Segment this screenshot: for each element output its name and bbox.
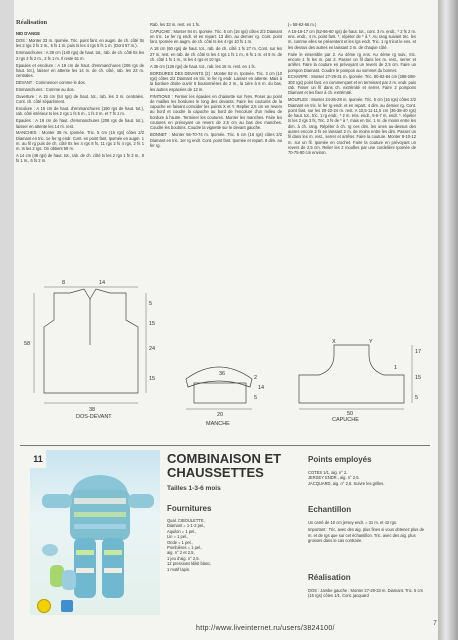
instructions-column-1 (16, 20, 144, 165)
dim-label: 24 (149, 346, 156, 352)
paragraph: A 14 cm (48 rgs) de haut. tot., rab. de ch. côté ts les 2 rgs 1 fs 3 m., 8 fs 1 m., 6 fs 2 m. (16, 153, 144, 164)
dim-label: 36 (219, 371, 226, 377)
realisation-heading-2: Réalisation (308, 573, 351, 582)
paragraph: ECHARPE : Monter 27-29-31 m. Ipomée. Tric. 80-82-84 cm (288-298-302 rgs) point fant. en commençant et en terminant par 2 m. endr. puis rab. Fisser un fil dans ch. extrémité et serrer. Faire 2 pompons Diamant et les fixer à ch. extrémité. (288, 74, 416, 96)
instructions-column-3 (288, 22, 416, 157)
realisation-heading: Réalisation (16, 19, 48, 26)
dim-label: 38 (89, 407, 96, 413)
paragraph: (= 58-62-66 m.) (288, 22, 317, 27)
paragraph: Encolure : A 15 cm de haut. d'emmanchures (190 rgs de haut. tot.), rab. côté intérieur ts les 2 rgs 1 fs 5 m., 1 fs 2 m. et 7 fs 1 m. (16, 106, 144, 117)
yarn-brand-icon (61, 600, 73, 612)
pattern-diagrams (14, 275, 438, 445)
product-photo (30, 450, 160, 615)
paragraph: DOS : Jambe gauche : Monter 27-29-33 m. Diamant. Tric. 5 cm (16 rgs) côtes 1/1. Cont. jacquard (308, 588, 423, 599)
dim-label: 15 (149, 321, 156, 327)
list-item: JACQUARD, aig. n° 2,5. Suivre les grilles. (308, 480, 385, 486)
dim-label: 5 (254, 395, 258, 401)
paragraph: FINITIONS : Fermer les épaules en chainette sur l'env. Poser au point de mailles les bordures le long des devants. Faire les coutures de la capuche en faisant coïncider les points X et Y. Replier 2,5 cm en revers au bord et coudre la capuche au bord de l'encolure d'un milieu de bordure à l'autre. Terminer les coutures. Monter les manches. Faire les coutures en prévoyant un revers de 2,5 cm au bas des manches. Coudre les boutons. Coudre la vignette sur le devant gauche. (150, 93, 282, 131)
dim-label: 8 (62, 280, 66, 286)
paragraph: NID D'ANGE (16, 31, 40, 37)
list-item: 12 pressions klikit blanc, (167, 561, 212, 567)
paragraph: Important : Tric. avec des aig. plus fines si vous obtenez plus de m. et de rgs que sur cet échantillon. Tric. avec des aig. plus grosses dans le cas contraire. (308, 527, 425, 544)
dos-devant-outline (44, 289, 138, 393)
points-heading: Points employés (308, 455, 372, 464)
smiley-icon (37, 599, 51, 613)
paragraph: BORDURES DES DEVANTS (2) : Monter 82 m. Ipomée. Tric. 3 cm (10 rgs) côtes 2/2 Diamant en tric. le fer rg endr. Laisser en attente. Mais à la bordure droite ouvrir 6 boutonnières de 2 m., la 1ère à 6 m. du bas, les autres espacées de 12 m. (150, 70, 282, 92)
list-item: Pombières = 1 pel., (167, 545, 203, 551)
paragraph: MOUFLES : Monter 24-26-28 m. Ipomée. Tric. 5 cm (16 rgs) côtes 2/2 Diamant en tric. le fer rg endr. et en repart. 4 dim. au dernier rg. Cont. point fant. sur les 20-22-24 m. rest. A 10,5-11-11,5 cm (36-38-40 rgs) de haut. tot., tric. 1 rg endr., * 2 m. ens. endr., 5-6-7 m. endr. *. répéter ts les 2 rgs 3 fs, Tric. 2 fs de * à *, mais en tric. 1 m. de moins entre les dim. à ch. rang. Répéter à ch. rg ces dim. les unes au-dessus des autres encore 2 fs en laissant 2 m. de moins entre les dim. Passer un fil dans les m. rest., serrer et arrêter. Faire la couture. Monter 8-10-12 m. sur un fil. Ipomée en crochet. Faire la couture en prévoyant un revers de 2,5 cm. Relier les 2 moufles par une cordelière Ipomée de 70-75-80 cm environ. (288, 97, 416, 156)
instructions-column-2 (150, 22, 282, 150)
capuche-outline (299, 345, 404, 403)
dim-label: 1 (394, 365, 398, 371)
fournitures-list (167, 518, 287, 572)
list-item: aig. n° 2 et 2,5, (167, 550, 195, 556)
points-list (308, 470, 426, 486)
paragraph: Epaules : A 19 cm de haut. d'emmanchures (208 rgs de haut. tot.), laisser en attente les 14 m. rest. (16, 118, 144, 129)
dim-label: 15 (149, 376, 156, 382)
echantillon-heading: Echantillon (308, 505, 352, 514)
dim-label: 14 (99, 280, 106, 286)
paragraph: Emmanchures : Comme au dos. (16, 86, 75, 92)
list-item: Qual. CIBOULETTE, (167, 518, 205, 523)
paragraph: Rab. les 33 m. rest. en 1 fs. (150, 22, 201, 27)
paragraph: BONNET : Monter 56-70-74 m. Ipomée. Tric. 5 cm (16 rgs) côtes 2/2 Diamant en tric. 1er rg endr. Cont. point fant. Ipomée et repart. 8 dim. au fer rg. (150, 132, 282, 148)
paragraph: Un carré de 10 cm jersey endr. = 31 m. et 42 rgs. (308, 520, 398, 525)
echantillon-text (308, 520, 426, 544)
dim-label: 2 (254, 375, 258, 381)
capuche-label: CAPUCHE (332, 417, 359, 423)
paragraph: A 15-16-17 cm (52-56-60 rgs) de haut. tot., cont. 3 m. endr., * 2 fs 2 m. ens. endr., 4 m. point fant. *, répéter de * à *. Au rang suivant tric. les m. comme elles se présentent et les rgs endr. Tric. 1 rg tricot le ens. et les dessus des autres en laissant 2 m. de chaque côté. (288, 28, 416, 50)
section-divider (20, 445, 430, 446)
list-item: COTES 1/1, aig. n° 2. (308, 470, 348, 475)
article-title: COMBINAISON ET CHAUSSETTES (167, 451, 282, 480)
list-item: Aquilon = 1 pel., (167, 528, 197, 534)
manche-outline (186, 367, 252, 387)
paragraph: DOS : Monter 33 m. Ipomée. Tric. point fant. en augm. de ch. côté tts les 2 rgs 2 fs 2 m., 6 fs 1 m. puis ts les 4 rgs 5 fs 1 m. (Dont 57 m.). (16, 38, 144, 49)
list-item: Onde = 1 pel., (167, 539, 193, 545)
fournitures-heading: Fournitures (167, 504, 212, 513)
dim-label: 58 (24, 341, 31, 347)
paragraph: Epaules et encolure : A 19 cm de haut. d'emmanchures (208 rgs de haut. tot.), laisser en attente les 14 m. de ch. côté, rab. les 23 m. centrales. (16, 62, 144, 79)
paragraph: Emmanchures : A 39 cm (140 rgs) de haut. tot., rab. de ch. côté tts les 2 rgs 2 fs 2 m., 2 fs 1 m. Il reste 51 m. (16, 50, 144, 61)
difficulty-icons (37, 597, 79, 615)
page-number: 7 (433, 620, 437, 627)
list-item: Diamant = 1-1-2 pel., (167, 523, 206, 529)
paragraph: MANCHES : Monter 38 m. Ipomée. Tric. 5 cm (16 rgs) côtes 2/2 Diamant en tric. 1e fer rg endr. Cont. en point fant. Ipomée en augm. 1 m. au fil rg puis de ch. côté tts les 4 rgs 8 fs, 11 rgs 2 fs 4 rgs, 2 fs 1 m. ts les 2 rgs. On obtient 59 m. (16, 130, 144, 152)
paragraph: DEVANT : Commencer comme le dos. (16, 80, 86, 86)
dim-label: 5 (149, 301, 153, 307)
realisation-text (308, 588, 426, 599)
article-number: 11 (30, 450, 46, 468)
source-url[interactable]: http://www.liveinternet.ru/users/3824100/ (196, 625, 335, 632)
point-y: Y (369, 339, 373, 345)
list-item: JERSEY ENDR., aig. n° 2,5. (308, 475, 360, 481)
paragraph: A 18 cm (60 rgs) de haut. tot., rab. de ch. côté 1 fs 27 m. Cont. sur les 27 m. rest. en rab. de ch. côté ts les 4 rgs 1 fs 1 m., 6 fs 1 m. et 6 m. de ch. côté 1 fs 1 m., ts les 4 rgs et 10 rgs. (150, 46, 282, 62)
article-sizes: Tailles 1-3-6 mois (167, 485, 221, 492)
dim-label: 20 (217, 412, 224, 418)
list-item: 1 jeu d'aig. n° 2,5. (167, 555, 200, 561)
dim-label: 5 (415, 395, 419, 401)
dim-label: 14 (258, 385, 265, 391)
list-item: Lin = 1 pel., (167, 534, 189, 540)
book-spine (438, 0, 458, 640)
paragraph: Faire le ensemble par 2. Au 4ème rg ens. Au 4ème rg suiv., tric. encore 1 fs les m. par 2. Passer un fil dans les m. rest., serrer et arrêter. Faire la couture en prévoyant un revers de 2,5 cm. Faire un pompon Diamant. Coudre le pompon au sommet du bonnet. (288, 51, 416, 73)
dim-label: 50 (347, 411, 354, 417)
manche-label: MANCHE (206, 421, 230, 427)
paragraph: CAPUCHE : Monter 94 m. Ipomée. Tric. 5 cm (16 rgs) côtes 2/2 Diamant en tric. 1e fer rg endr. et en repart. 13 dim. au dernier rg. Cont. point fant. Ipomée en augm. de ch. côté ts les 4 rgs 10 fs 1 m. (150, 28, 282, 45)
manche-body (194, 383, 246, 403)
dos-label: DOS-DEVANT (76, 414, 112, 420)
paragraph: Ouverture : A 15 cm (54 rgs) de haut. tot., rab. les 3 m. centrales. Cont. ch. côté séparément. (16, 93, 144, 105)
list-item: 1 motif lapin. (167, 566, 191, 572)
dim-label: 17 (415, 349, 422, 355)
point-x: X (332, 339, 336, 345)
dim-label: 15 (415, 375, 422, 381)
paragraph: A 35 cm (126 rgs) de haut. tot., rab. les 15 m. rest. en 1 fs. (150, 63, 256, 69)
